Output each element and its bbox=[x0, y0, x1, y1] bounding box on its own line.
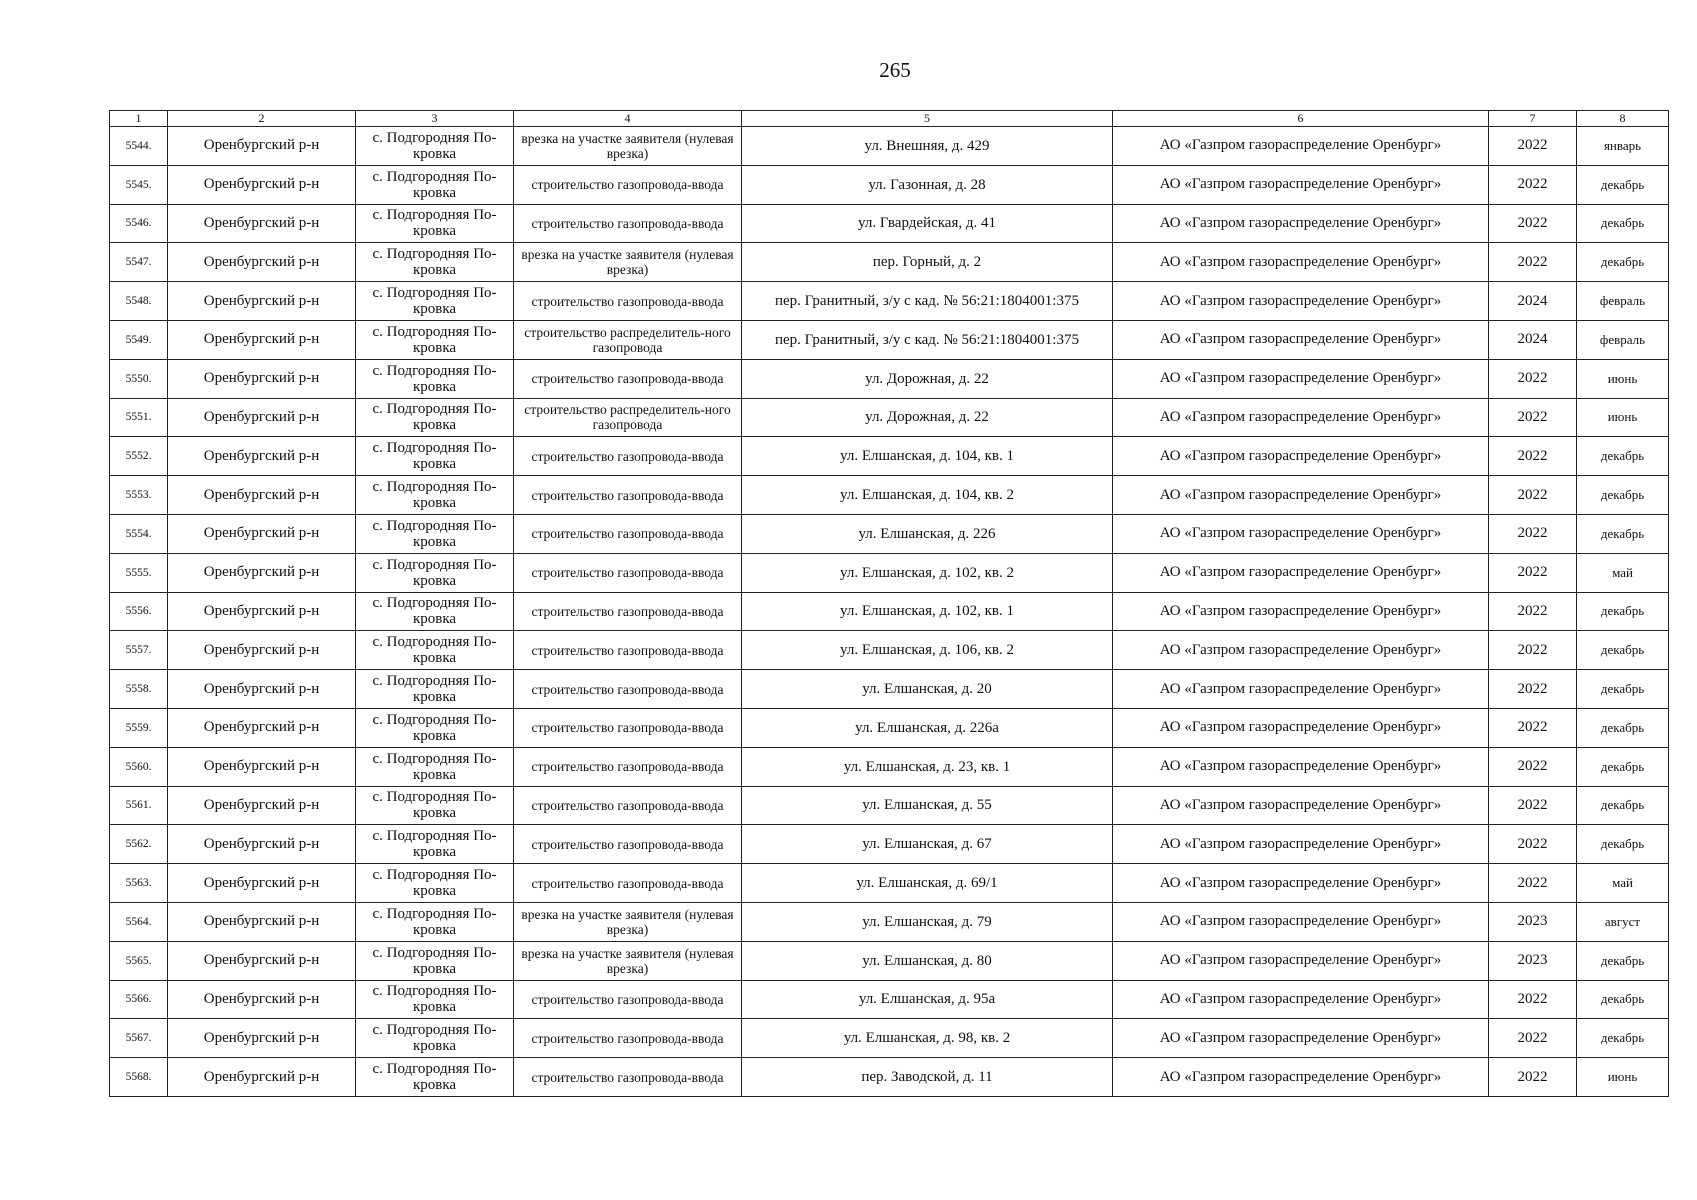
table-row bbox=[110, 398, 1669, 437]
table-row bbox=[110, 1019, 1669, 1058]
district-cell: Оренбургский р-н bbox=[168, 320, 356, 359]
settlement-cell: с. Подгородняя По-кровка bbox=[356, 127, 514, 166]
table-row bbox=[110, 941, 1669, 980]
settlement-cell: с. Подгородняя По-кровка bbox=[356, 1019, 514, 1058]
settlement-cell: с. Подгородняя По-кровка bbox=[356, 320, 514, 359]
table-row bbox=[110, 514, 1669, 553]
row-number: 5564. bbox=[110, 902, 168, 941]
organization-cell: АО «Газпром газораспределение Оренбург» bbox=[1113, 980, 1489, 1019]
work-type-cell: строительство газопровода-ввода bbox=[514, 747, 742, 786]
row-number: 5553. bbox=[110, 476, 168, 515]
work-type-cell: строительство газопровода-ввода bbox=[514, 165, 742, 204]
work-type-cell: строительство газопровода-ввода bbox=[514, 864, 742, 903]
row-number: 5555. bbox=[110, 553, 168, 592]
settlement-cell: с. Подгородняя По-кровка bbox=[356, 786, 514, 825]
settlement-cell: с. Подгородняя По-кровка bbox=[356, 592, 514, 631]
organization-cell: АО «Газпром газораспределение Оренбург» bbox=[1113, 825, 1489, 864]
organization-cell: АО «Газпром газораспределение Оренбург» bbox=[1113, 437, 1489, 476]
settlement-cell: с. Подгородняя По-кровка bbox=[356, 864, 514, 903]
address-cell: пер. Гранитный, з/у с кад. № 56:21:1804001:375 bbox=[742, 320, 1113, 359]
work-type-cell: строительство газопровода-ввода bbox=[514, 631, 742, 670]
address-cell: ул. Гвардейская, д. 41 bbox=[742, 204, 1113, 243]
table-row bbox=[110, 786, 1669, 825]
address-cell: ул. Елшанская, д. 104, кв. 2 bbox=[742, 476, 1113, 515]
organization-cell: АО «Газпром газораспределение Оренбург» bbox=[1113, 631, 1489, 670]
month-cell: декабрь bbox=[1577, 708, 1669, 747]
district-cell: Оренбургский р-н bbox=[168, 708, 356, 747]
row-number: 5557. bbox=[110, 631, 168, 670]
organization-cell: АО «Газпром газораспределение Оренбург» bbox=[1113, 476, 1489, 515]
month-cell: декабрь bbox=[1577, 825, 1669, 864]
column-number: 2 bbox=[168, 111, 356, 127]
work-type-cell: строительство газопровода-ввода bbox=[514, 476, 742, 515]
settlement-cell: с. Подгородняя По-кровка bbox=[356, 165, 514, 204]
work-type-cell: строительство газопровода-ввода bbox=[514, 514, 742, 553]
month-cell: май bbox=[1577, 553, 1669, 592]
work-type-cell: строительство газопровода-ввода bbox=[514, 708, 742, 747]
district-cell: Оренбургский р-н bbox=[168, 1019, 356, 1058]
month-cell: декабрь bbox=[1577, 747, 1669, 786]
year-cell: 2022 bbox=[1489, 359, 1577, 398]
district-cell: Оренбургский р-н bbox=[168, 165, 356, 204]
address-cell: ул. Елшанская, д. 102, кв. 2 bbox=[742, 553, 1113, 592]
work-type-cell: строительство газопровода-ввода bbox=[514, 1019, 742, 1058]
year-cell: 2022 bbox=[1489, 864, 1577, 903]
address-cell: ул. Елшанская, д. 55 bbox=[742, 786, 1113, 825]
organization-cell: АО «Газпром газораспределение Оренбург» bbox=[1113, 902, 1489, 941]
settlement-cell: с. Подгородняя По-кровка bbox=[356, 631, 514, 670]
organization-cell: АО «Газпром газораспределение Оренбург» bbox=[1113, 359, 1489, 398]
year-cell: 2022 bbox=[1489, 553, 1577, 592]
organization-cell: АО «Газпром газораспределение Оренбург» bbox=[1113, 514, 1489, 553]
month-cell: февраль bbox=[1577, 320, 1669, 359]
settlement-cell: с. Подгородняя По-кровка bbox=[356, 243, 514, 282]
settlement-cell: с. Подгородняя По-кровка bbox=[356, 825, 514, 864]
row-number: 5560. bbox=[110, 747, 168, 786]
organization-cell: АО «Газпром газораспределение Оренбург» bbox=[1113, 1019, 1489, 1058]
district-cell: Оренбургский р-н bbox=[168, 398, 356, 437]
page-number: 265 bbox=[879, 58, 911, 82]
table-row bbox=[110, 165, 1669, 204]
settlement-cell: с. Подгородняя По-кровка bbox=[356, 437, 514, 476]
column-number: 6 bbox=[1113, 111, 1489, 127]
district-cell: Оренбургский р-н bbox=[168, 941, 356, 980]
table-row bbox=[110, 282, 1669, 321]
address-cell: ул. Елшанская, д. 95а bbox=[742, 980, 1113, 1019]
work-type-cell: врезка на участке заявителя (нулевая врезка) bbox=[514, 243, 742, 282]
organization-cell: АО «Газпром газораспределение Оренбург» bbox=[1113, 747, 1489, 786]
column-number: 4 bbox=[514, 111, 742, 127]
work-type-cell: строительство газопровода-ввода bbox=[514, 282, 742, 321]
settlement-cell: с. Подгородняя По-кровка bbox=[356, 359, 514, 398]
district-cell: Оренбургский р-н bbox=[168, 476, 356, 515]
row-number: 5558. bbox=[110, 670, 168, 709]
year-cell: 2022 bbox=[1489, 1019, 1577, 1058]
settlement-cell: с. Подгородняя По-кровка bbox=[356, 670, 514, 709]
month-cell: декабрь bbox=[1577, 631, 1669, 670]
month-cell: декабрь bbox=[1577, 476, 1669, 515]
gas-connection-table bbox=[109, 110, 1669, 1097]
year-cell: 2022 bbox=[1489, 631, 1577, 670]
month-cell: июнь bbox=[1577, 1058, 1669, 1097]
row-number: 5546. bbox=[110, 204, 168, 243]
table-row bbox=[110, 359, 1669, 398]
organization-cell: АО «Газпром газораспределение Оренбург» bbox=[1113, 398, 1489, 437]
address-cell: ул. Елшанская, д. 69/1 bbox=[742, 864, 1113, 903]
address-cell: ул. Елшанская, д. 23, кв. 1 bbox=[742, 747, 1113, 786]
work-type-cell: строительство газопровода-ввода bbox=[514, 437, 742, 476]
organization-cell: АО «Газпром газораспределение Оренбург» bbox=[1113, 941, 1489, 980]
address-cell: ул. Елшанская, д. 80 bbox=[742, 941, 1113, 980]
year-cell: 2023 bbox=[1489, 941, 1577, 980]
settlement-cell: с. Подгородняя По-кровка bbox=[356, 398, 514, 437]
row-number: 5545. bbox=[110, 165, 168, 204]
table-row bbox=[110, 980, 1669, 1019]
organization-cell: АО «Газпром газораспределение Оренбург» bbox=[1113, 282, 1489, 321]
year-cell: 2022 bbox=[1489, 398, 1577, 437]
district-cell: Оренбургский р-н bbox=[168, 204, 356, 243]
month-cell: декабрь bbox=[1577, 670, 1669, 709]
work-type-cell: врезка на участке заявителя (нулевая врезка) bbox=[514, 902, 742, 941]
table-row bbox=[110, 902, 1669, 941]
year-cell: 2022 bbox=[1489, 165, 1577, 204]
row-number: 5551. bbox=[110, 398, 168, 437]
district-cell: Оренбургский р-н bbox=[168, 553, 356, 592]
column-number: 8 bbox=[1577, 111, 1669, 127]
settlement-cell: с. Подгородняя По-кровка bbox=[356, 514, 514, 553]
district-cell: Оренбургский р-н bbox=[168, 631, 356, 670]
organization-cell: АО «Газпром газораспределение Оренбург» bbox=[1113, 243, 1489, 282]
address-cell: ул. Дорожная, д. 22 bbox=[742, 398, 1113, 437]
table-body bbox=[110, 127, 1669, 1097]
row-number: 5544. bbox=[110, 127, 168, 166]
table-row bbox=[110, 1058, 1669, 1097]
settlement-cell: с. Подгородняя По-кровка bbox=[356, 902, 514, 941]
row-number: 5568. bbox=[110, 1058, 168, 1097]
address-cell: ул. Елшанская, д. 104, кв. 1 bbox=[742, 437, 1113, 476]
row-number: 5562. bbox=[110, 825, 168, 864]
month-cell: декабрь bbox=[1577, 204, 1669, 243]
month-cell: декабрь bbox=[1577, 165, 1669, 204]
month-cell: декабрь bbox=[1577, 1019, 1669, 1058]
row-number: 5563. bbox=[110, 864, 168, 903]
district-cell: Оренбургский р-н bbox=[168, 980, 356, 1019]
settlement-cell: с. Подгородняя По-кровка bbox=[356, 1058, 514, 1097]
table-row bbox=[110, 243, 1669, 282]
work-type-cell: строительство распределитель-ного газопровода bbox=[514, 320, 742, 359]
table-row bbox=[110, 864, 1669, 903]
district-cell: Оренбургский р-н bbox=[168, 437, 356, 476]
table-row bbox=[110, 204, 1669, 243]
work-type-cell: строительство распределитель-ного газопровода bbox=[514, 398, 742, 437]
table-row bbox=[110, 592, 1669, 631]
column-number: 5 bbox=[742, 111, 1113, 127]
organization-cell: АО «Газпром газораспределение Оренбург» bbox=[1113, 127, 1489, 166]
year-cell: 2022 bbox=[1489, 825, 1577, 864]
table-row bbox=[110, 553, 1669, 592]
column-number: 1 bbox=[110, 111, 168, 127]
row-number: 5550. bbox=[110, 359, 168, 398]
table-row bbox=[110, 631, 1669, 670]
row-number: 5567. bbox=[110, 1019, 168, 1058]
work-type-cell: строительство газопровода-ввода bbox=[514, 670, 742, 709]
address-cell: ул. Елшанская, д. 67 bbox=[742, 825, 1113, 864]
year-cell: 2022 bbox=[1489, 204, 1577, 243]
row-number: 5548. bbox=[110, 282, 168, 321]
table-row bbox=[110, 670, 1669, 709]
work-type-cell: строительство газопровода-ввода bbox=[514, 359, 742, 398]
work-type-cell: строительство газопровода-ввода bbox=[514, 592, 742, 631]
district-cell: Оренбургский р-н bbox=[168, 282, 356, 321]
table-row bbox=[110, 825, 1669, 864]
year-cell: 2022 bbox=[1489, 786, 1577, 825]
organization-cell: АО «Газпром газораспределение Оренбург» bbox=[1113, 1058, 1489, 1097]
district-cell: Оренбургский р-н bbox=[168, 1058, 356, 1097]
work-type-cell: строительство газопровода-ввода bbox=[514, 825, 742, 864]
year-cell: 2024 bbox=[1489, 320, 1577, 359]
month-cell: декабрь bbox=[1577, 980, 1669, 1019]
row-number: 5565. bbox=[110, 941, 168, 980]
table-row bbox=[110, 437, 1669, 476]
address-cell: ул. Елшанская, д. 20 bbox=[742, 670, 1113, 709]
row-number: 5552. bbox=[110, 437, 168, 476]
district-cell: Оренбургский р-н bbox=[168, 359, 356, 398]
address-cell: ул. Газонная, д. 28 bbox=[742, 165, 1113, 204]
year-cell: 2024 bbox=[1489, 282, 1577, 321]
address-cell: ул. Внешняя, д. 429 bbox=[742, 127, 1113, 166]
settlement-cell: с. Подгородняя По-кровка bbox=[356, 476, 514, 515]
year-cell: 2022 bbox=[1489, 437, 1577, 476]
table-row bbox=[110, 320, 1669, 359]
settlement-cell: с. Подгородняя По-кровка bbox=[356, 282, 514, 321]
work-type-cell: строительство газопровода-ввода bbox=[514, 1058, 742, 1097]
organization-cell: АО «Газпром газораспределение Оренбург» bbox=[1113, 786, 1489, 825]
address-cell: ул. Елшанская, д. 226а bbox=[742, 708, 1113, 747]
row-number: 5561. bbox=[110, 786, 168, 825]
organization-cell: АО «Газпром газораспределение Оренбург» bbox=[1113, 864, 1489, 903]
year-cell: 2022 bbox=[1489, 1058, 1577, 1097]
work-type-cell: строительство газопровода-ввода bbox=[514, 553, 742, 592]
settlement-cell: с. Подгородняя По-кровка bbox=[356, 747, 514, 786]
district-cell: Оренбургский р-н bbox=[168, 864, 356, 903]
address-cell: ул. Елшанская, д. 79 bbox=[742, 902, 1113, 941]
organization-cell: АО «Газпром газораспределение Оренбург» bbox=[1113, 204, 1489, 243]
month-cell: июнь bbox=[1577, 398, 1669, 437]
table-row bbox=[110, 476, 1669, 515]
year-cell: 2022 bbox=[1489, 243, 1577, 282]
district-cell: Оренбургский р-н bbox=[168, 747, 356, 786]
work-type-cell: строительство газопровода-ввода bbox=[514, 786, 742, 825]
table-row bbox=[110, 127, 1669, 166]
organization-cell: АО «Газпром газораспределение Оренбург» bbox=[1113, 708, 1489, 747]
year-cell: 2022 bbox=[1489, 747, 1577, 786]
row-number: 5549. bbox=[110, 320, 168, 359]
year-cell: 2022 bbox=[1489, 592, 1577, 631]
month-cell: май bbox=[1577, 864, 1669, 903]
month-cell: декабрь bbox=[1577, 786, 1669, 825]
month-cell: январь bbox=[1577, 127, 1669, 166]
column-number-row bbox=[110, 111, 1669, 127]
address-cell: ул. Елшанская, д. 98, кв. 2 bbox=[742, 1019, 1113, 1058]
month-cell: декабрь bbox=[1577, 243, 1669, 282]
year-cell: 2022 bbox=[1489, 708, 1577, 747]
address-cell: ул. Елшанская, д. 106, кв. 2 bbox=[742, 631, 1113, 670]
address-cell: ул. Дорожная, д. 22 bbox=[742, 359, 1113, 398]
organization-cell: АО «Газпром газораспределение Оренбург» bbox=[1113, 553, 1489, 592]
year-cell: 2022 bbox=[1489, 476, 1577, 515]
work-type-cell: строительство газопровода-ввода bbox=[514, 204, 742, 243]
district-cell: Оренбургский р-н bbox=[168, 514, 356, 553]
table-row bbox=[110, 708, 1669, 747]
work-type-cell: строительство газопровода-ввода bbox=[514, 980, 742, 1019]
year-cell: 2023 bbox=[1489, 902, 1577, 941]
address-cell: ул. Елшанская, д. 226 bbox=[742, 514, 1113, 553]
address-cell: пер. Заводской, д. 11 bbox=[742, 1058, 1113, 1097]
address-cell: пер. Горный, д. 2 bbox=[742, 243, 1113, 282]
month-cell: август bbox=[1577, 902, 1669, 941]
year-cell: 2022 bbox=[1489, 670, 1577, 709]
month-cell: февраль bbox=[1577, 282, 1669, 321]
district-cell: Оренбургский р-н bbox=[168, 670, 356, 709]
month-cell: июнь bbox=[1577, 359, 1669, 398]
row-number: 5556. bbox=[110, 592, 168, 631]
organization-cell: АО «Газпром газораспределение Оренбург» bbox=[1113, 670, 1489, 709]
settlement-cell: с. Подгородняя По-кровка bbox=[356, 708, 514, 747]
row-number: 5554. bbox=[110, 514, 168, 553]
address-cell: пер. Гранитный, з/у с кад. № 56:21:1804001:375 bbox=[742, 282, 1113, 321]
district-cell: Оренбургский р-н bbox=[168, 127, 356, 166]
column-number: 3 bbox=[356, 111, 514, 127]
year-cell: 2022 bbox=[1489, 980, 1577, 1019]
year-cell: 2022 bbox=[1489, 127, 1577, 166]
table-row bbox=[110, 747, 1669, 786]
work-type-cell: врезка на участке заявителя (нулевая врезка) bbox=[514, 127, 742, 166]
organization-cell: АО «Газпром газораспределение Оренбург» bbox=[1113, 320, 1489, 359]
address-cell: ул. Елшанская, д. 102, кв. 1 bbox=[742, 592, 1113, 631]
district-cell: Оренбургский р-н bbox=[168, 902, 356, 941]
row-number: 5566. bbox=[110, 980, 168, 1019]
district-cell: Оренбургский р-н bbox=[168, 786, 356, 825]
district-cell: Оренбургский р-н bbox=[168, 243, 356, 282]
row-number: 5547. bbox=[110, 243, 168, 282]
district-cell: Оренбургский р-н bbox=[168, 592, 356, 631]
month-cell: декабрь bbox=[1577, 514, 1669, 553]
settlement-cell: с. Подгородняя По-кровка bbox=[356, 204, 514, 243]
column-number: 7 bbox=[1489, 111, 1577, 127]
row-number: 5559. bbox=[110, 708, 168, 747]
work-type-cell: врезка на участке заявителя (нулевая врезка) bbox=[514, 941, 742, 980]
organization-cell: АО «Газпром газораспределение Оренбург» bbox=[1113, 592, 1489, 631]
settlement-cell: с. Подгородняя По-кровка bbox=[356, 941, 514, 980]
settlement-cell: с. Подгородняя По-кровка bbox=[356, 980, 514, 1019]
district-cell: Оренбургский р-н bbox=[168, 825, 356, 864]
organization-cell: АО «Газпром газораспределение Оренбург» bbox=[1113, 165, 1489, 204]
month-cell: декабрь bbox=[1577, 941, 1669, 980]
month-cell: декабрь bbox=[1577, 592, 1669, 631]
year-cell: 2022 bbox=[1489, 514, 1577, 553]
settlement-cell: с. Подгородняя По-кровка bbox=[356, 553, 514, 592]
month-cell: декабрь bbox=[1577, 437, 1669, 476]
